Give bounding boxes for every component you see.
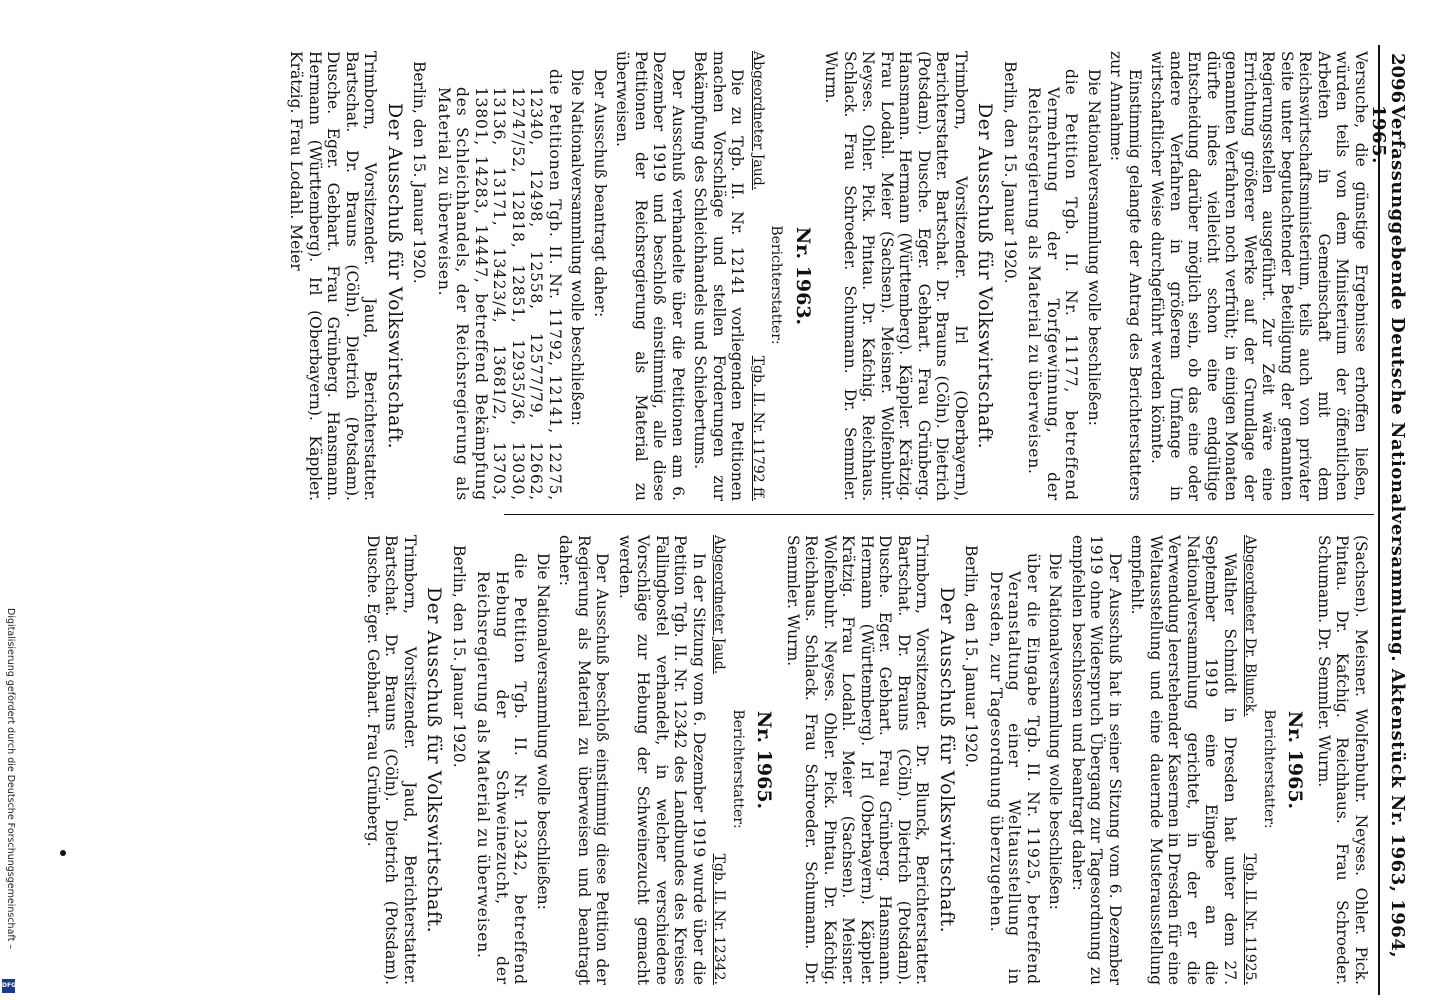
berichter-name: Abgeordneter Dr. Blunck. (1242, 535, 1259, 717)
members-list: Trimborn, Vorsitzender. Irl (Oberbayern), Berichterstatter. Bartschat. Dr. Brauns (Cöln). Dietrich (Potsdam). Dusche. Eger. Gebhart. Frau Grünberg. Hansmann. Hermann (Württemberg). Käppler. Krätzig. Frau Lodahl. Meier (Sachsen). Meisner. Wolfenbuhr. Neyses. Ohler. Pick. Pintau. Dr. Kafchig. Reichhaus. Schlack. Frau Schroeder. Schumann. Dr. Semmler. Wurm. (822, 51, 970, 501)
right-column (360, 535, 1371, 985)
tgb-reference: Tgb. II. Nr. 11925. (1242, 853, 1259, 985)
paragraph: In der Sitzung vom 6. Dezember 1919 wurde über die Petition Tgb. II. Nr. 12342 des Landbundes des Kreises Fallingbostel verhandelt, in welcher verschiedene Vorschläge zur Hebung der Schweinezucht gemacht werden. (616, 535, 708, 985)
paragraph: Die zu Tgb. II. Nr. 12141 vorliegenden Petitionen machen Vorschläge und stellen Forderungen zur Bekämpfung des Schleichhandels und Schiebertums. (691, 51, 747, 501)
reference-line (749, 51, 768, 501)
berichter-name: Abgeordneter Jaud. (711, 535, 728, 675)
members-list: Trimborn, Vorsitzender. Dr. Blunck, Berichterstatter. Bartschat. Dr. Brauns (Cöln). Dietrich (Potsdam). Dusche. Eger. Gebhart. Frau Grünberg. Hansmann. Hermann (Württemberg). Irl (Oberbayern). Käppler. Krätzig. Frau Lodahl. Meier (Sachsen). Meisner. Wolfenbuhr. Neyses. Ohler. Pick. Pintau. Dr. Kafchig. Reichhaus. Schlack. Frau Schroeder. Schumann. Dr. Semmler. Wurm. (784, 535, 932, 985)
paragraph: Der Ausschuß verhandelte über die Petitionen am 6. Dezember 1919 und beschloß einstimmig, alle diese Petitionen der Reichsregierung als Material zu überweisen. (613, 51, 687, 501)
section-heading-1963: Nr. 1963. (792, 226, 814, 326)
page-title: Verfassunggebende Deutsche Nationalversammlung. Aktenstück Nr. 1963, 1964, 1965. (1368, 105, 1408, 959)
berichter-label: Berichterstatter: (730, 709, 746, 829)
reference-line (1241, 535, 1260, 985)
resolve-text: die Petition Tgb. II. Nr. 11177, betreffend Vermehrung der Torfgewinnung, der Reichsregierung als Material zu überweisen. (1025, 69, 1081, 501)
section-heading-1964: Nr. 1965. (1284, 710, 1307, 810)
members-list-continued: (Sachsen). Meisner. Wolfenbuhr. Neyses. Ohler. Pick. Pintau. Dr. Kafchig. Reichhaus. Frau Schroeder. Schumann. Dr. Semmler. Wurm. (1315, 535, 1370, 985)
reference-line (710, 535, 729, 985)
committee-title: Der Ausschuß für Volkswirtschaft. (974, 102, 997, 450)
berichter-name: Abgeordneter Jaud. (750, 51, 766, 191)
document-page (110, 45, 1410, 995)
vote-paragraph: Einstimmig gelangte der Antrag des Berichterstatters zur Annahme: (1107, 51, 1144, 501)
dfg-logo: DFG (2, 979, 15, 993)
committee-title: Der Ausschuß für Volkswirtschaft. (936, 586, 958, 934)
paragraph: Der Ausschuß hat in seiner Sitzung vom 6. Dezember 1919 ohne Widerspruch Übergang zur Tagesordnung zu empfehlen beschlossen und beantragt daher: (1069, 535, 1124, 985)
resolve-text: über die Eingabe Tgb. II. Nr. 11925, betreffend Veranstaltung einer Weltausstellung in Dresden, zur Tagesordnung überzugehen. (987, 553, 1042, 985)
page-header (1368, 45, 1410, 995)
paragraph: Der Ausschuß beschloß einstimmig diese Petition der Regierung als Material zu überweisen und beantragt daher: (556, 535, 612, 985)
committee-title: Der Ausschuß für Volkswirtschaft. (384, 102, 406, 450)
date-line: Berlin, den 15. Januar 1920. (410, 61, 429, 284)
berichter-label: Berichterstatter: (1261, 709, 1277, 829)
section-heading-1965: Nr. 1965. (753, 710, 776, 810)
credit-text: Digitalisierung gefördert durch die Deutsche Forschungsgemeinschaft – (5, 608, 16, 950)
berichter-label: Berichterstatter: (768, 225, 785, 345)
intro-paragraph: Versuche, die günstige Ergebnisse erhoffen ließen, würden teils von dem Ministerium der öffentlichen Arbeiten in Gemeinschaft mit dem Reichswirtschaftsministerium, teils auch von privater Seite unter begutachtender Beteiligung der genannten Regierungsstellen ausgeführt. Zur Zeit wäre eine Errichtung größerer Werke auf der Grundlage der genannten Verfahren noch verfrüht; in einigen Monaten dürfte indes vielleicht schon eine endgültige Entscheidung darüber möglich sein, ob das eine oder andere Verfahren in größerem Umfange in wirtschaftlicher Weise durchgeführt werden könnte. (1148, 51, 1370, 501)
resolve-intro: Die Nationalversammlung wolle beschließen: (534, 553, 552, 910)
page-number: 2096 (1387, 53, 1408, 104)
resolve-text: die Petition Tgb. II. Nr. 12342, betreffend Hebung der Schweinezucht, der Reichsregierung als Material zu überweisen. (474, 553, 530, 985)
resolve-text: die Petitionen Tgb. II. Nr. 11792, 12141, 12275, 12340, 12498, 12558, 12577/79, 12662, 12747/52, 12818, 12851, 12935/36, 13030, 13136, 13171, 13423/4, 13681/2, 13703, 13801, 14283, 14447, betreffend Bekämpfung des Schleichhandels, der Reichsregierung als Material zu überweisen. (435, 69, 564, 501)
resolve-intro: Die Nationalversammlung wolle beschließen: (1085, 69, 1103, 426)
date-line: Berlin, den 15. Januar 1920. (1001, 61, 1019, 284)
committee-title: Der Ausschuß für Volkswirtschaft. (423, 586, 446, 934)
scan-speck (60, 850, 66, 856)
paragraph: Walther Schmidt in Dresden hat unter dem 27. September 1919 eine Eingabe an die Nationalversammlung gerichtet, in der er die Verwendung leerstehender Kasernen in Dresden für eine Weltausstellung und eine dauernde Musterausstellung empfiehlt. (1128, 535, 1239, 985)
tgb-reference: Tgb. II. Nr. 12342. (711, 853, 728, 985)
left-column (283, 51, 1370, 501)
column-divider (504, 514, 1374, 515)
date-line: Berlin, den 15. Januar 1920. (962, 545, 981, 768)
members-list: Trimborn, Vorsitzender. Jaud, Berichterstatter. Bartschat. Dr. Brauns (Cöln). Dietrich (Potsdam). Dusche. Eger. Gebhart. Frau Grünberg. Hansmann. Hermann (Württemberg). Irl (Oberbayern). Käppler. Krätzig. Frau Lodahl. Meier (287, 51, 380, 501)
paragraph: Der Ausschuß beantragt daher: (591, 69, 609, 318)
resolve-intro: Die Nationalversammlung wolle beschließen: (1046, 553, 1065, 910)
digitization-credit (2, 608, 16, 993)
resolve-intro: Die Nationalversammlung wolle beschließen: (568, 69, 587, 426)
tgb-reference: Tgb. II. Nr. 11792 ff. (750, 355, 766, 501)
date-line: Berlin, den 15. Januar 1920. (450, 545, 468, 768)
members-list: Trimborn, Vorsitzender. Jaud, Berichterstatter. Bartschat. Dr. Brauns (Cöln). Dietrich (Potsdam). Dusche. Eger. Gebhart. Frau Grünberg. (364, 535, 419, 985)
